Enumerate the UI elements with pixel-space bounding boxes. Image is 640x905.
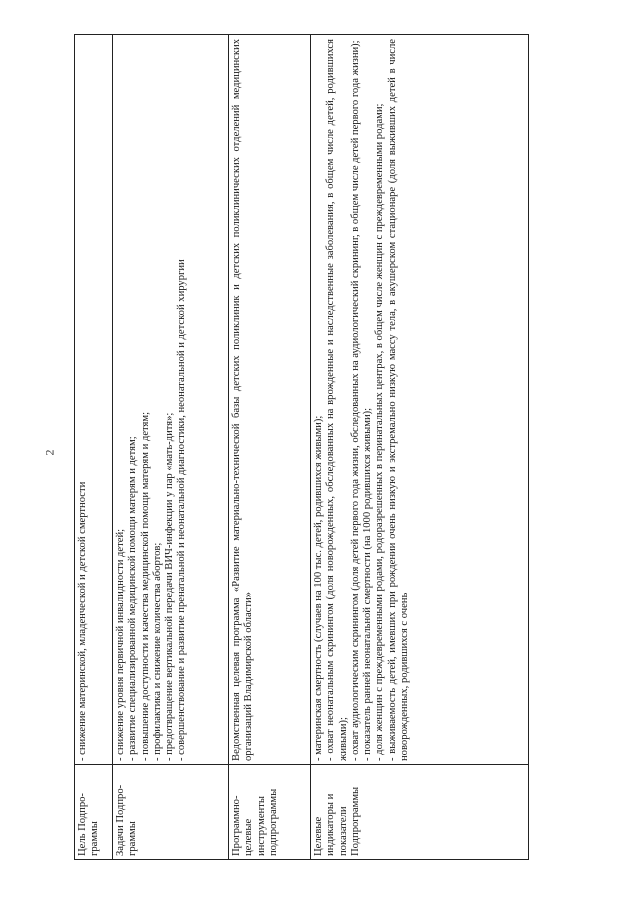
- task-line: - совершенствование и развитие пренатальной и неонатальной диагностики, неонатальной и детской хирургии: [176, 259, 188, 761]
- row-label-instruments: Программно-целевые инструменты подпрограммы: [229, 765, 311, 860]
- row-content-indicators: [311, 35, 529, 765]
- table-row-instruments: [229, 35, 311, 860]
- indicator-line: - доля женщин с преждевременными родами, родоразрешенных в перинатальных центрах, в общем числе женщин с преждевременными родами;: [374, 103, 386, 761]
- row-label-indicators: Целевые индикаторы и показатели Подпрограммы: [311, 765, 529, 860]
- table-row-indicators: [311, 35, 529, 860]
- task-line: - предотвращение вертикальной передачи ВИЧ-инфекции у пар «мать-дитя»;: [164, 412, 176, 761]
- indicator-line: - охват аудиологическим скринингом (доля детей первого года жизни, обследованных на аудиологический скрининг, в общем числе детей первого года жизни);: [349, 40, 361, 761]
- task-line: - профилактика и снижение количества абортов;: [151, 542, 163, 761]
- goal-line: - снижение материнской, младенческой и детской смертности: [77, 481, 88, 761]
- indicator-line: - охват неонатальным скринингом (доля новорожденных, обследованных на врожденные и наследственные заболевания, в общем числе детей, родившихся живыми);: [325, 39, 349, 761]
- table-row-tasks: [113, 35, 229, 860]
- indicator-line: - показатель ранней неонатальной смертности (на 1000 родившихся живыми);: [362, 407, 374, 761]
- row-label-goal: Цель Подпро-граммы: [75, 765, 113, 860]
- task-line: - развитие специализированной медицинской помощи матерям и детям;: [127, 436, 139, 761]
- indicator-line: - материнская смертность (случаев на 100 тыс. детей, родившихся живыми);: [313, 415, 324, 761]
- row-label-tasks: Задачи Подпро-граммы: [113, 765, 229, 860]
- rotated-table-container: [74, 35, 528, 860]
- subprogram-passport-table: [74, 34, 529, 860]
- task-line: - повышение доступности и качества медицинской помощи матерям и детям;: [139, 411, 151, 761]
- page-number: 2: [42, 449, 57, 456]
- table-row-goal: [75, 35, 113, 860]
- row-content-tasks: [113, 35, 229, 765]
- row-content-instruments: [229, 35, 311, 765]
- indicator-line: - выживаемость детей, имевших при рождении очень низкую и экстремально низкую массу тела, в акушерском стационаре (доля выживших детей в числе новорожденных, родившихся с очень: [386, 39, 411, 761]
- task-line: - снижение уровня первичной инвалидности детей;: [115, 528, 126, 761]
- instrument-line: Ведомственная целевая программа «Развитие материально-технической базы детских поликлиник и детских поликлинических отделений медицинских организаций Владимирской области»: [231, 39, 255, 761]
- row-content-goal: [75, 35, 113, 765]
